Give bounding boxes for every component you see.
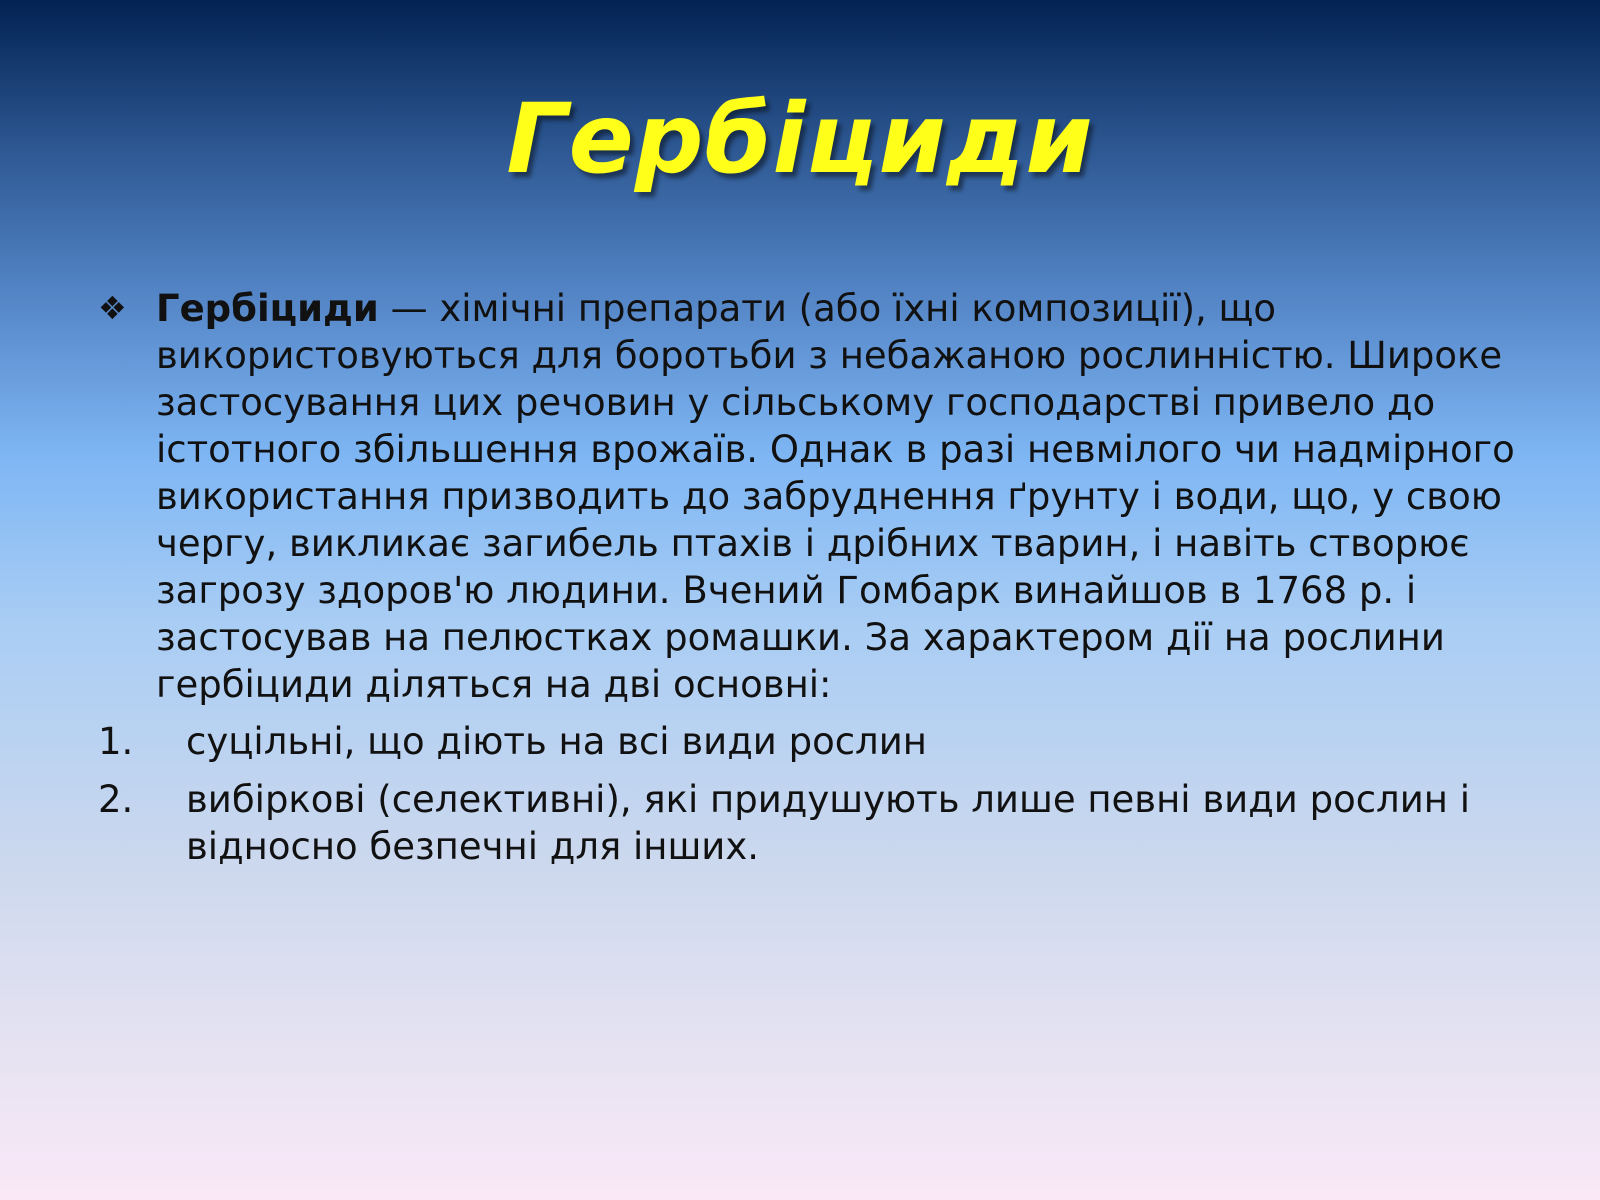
bullet-paragraph [98, 285, 1518, 708]
list-item [98, 776, 1518, 870]
numbered-list [98, 718, 1518, 870]
slide-title: Гербіциди [506, 83, 1094, 195]
list-item-number: 1. [98, 720, 134, 763]
list-item-text: вибіркові (селективні), які придушують лише певні види рослин і відносно безпечні для інших. [186, 778, 1470, 868]
four-diamond-bullet-icon: ❖ [98, 289, 127, 327]
bullet-text [156, 285, 1518, 708]
list-item [98, 718, 1518, 765]
list-item-text: суцільні, що діють на всі види рослин [186, 720, 927, 763]
bullet-term: Гербіциди [156, 287, 379, 330]
bullet-description: — хімічні препарати (або їхні композиції), що використовуються для боротьби з небажаною рослинністю. Широке застосування цих речовин у сільському господарстві привело до істотного збільшення врожаїв. Однак в разі невмілого чи надмірного використання призводить до забруднення ґрунту і води, що, у свою чергу, викликає загибель птахів і дрібних тварин, і навіть створює загрозу здоров'ю людини. Вчений Гомбарк винайшов в 1768 р. і застосував на пелюстках ромашки. За характером дії на рослини гербіциди діляться на дві основні: [156, 287, 1515, 706]
slide-content [98, 285, 1518, 881]
list-item-number: 2. [98, 778, 134, 821]
